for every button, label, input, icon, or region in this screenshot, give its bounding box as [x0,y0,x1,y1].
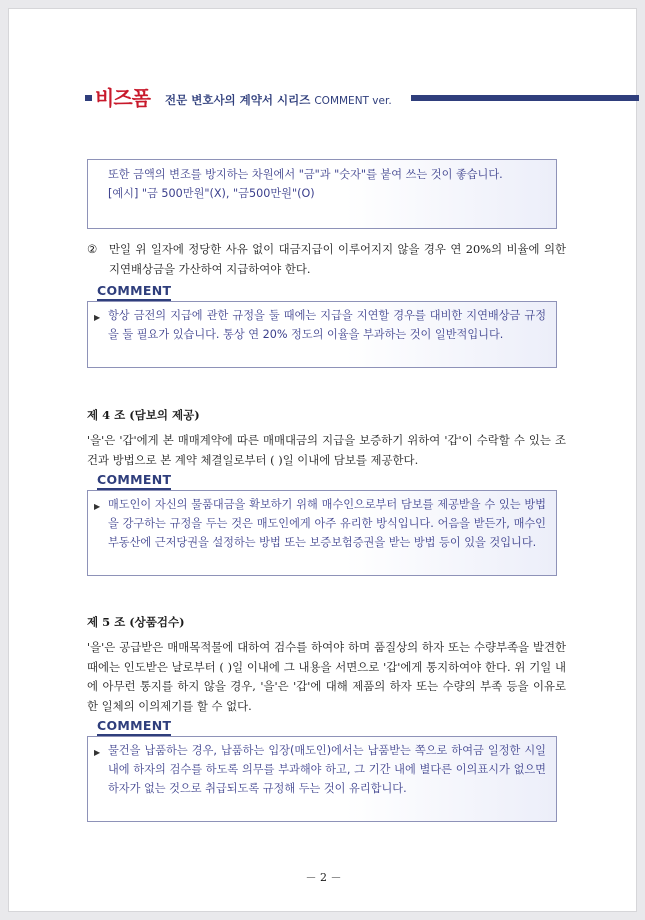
triangle-bullet-icon: ▶ [94,748,101,757]
comment-text-2: 매도인이 자신의 물품대금을 확보하기 위해 매수인으로부터 담보를 제공받을 수 있는 방법을 강구하는 규정을 두는 것은 매도인에게 아주 유리한 방식입니다. 어음을 받든가, 매수인 부동산에 근저당권을 설정하는 방법 또는 보증보험증권을 받는 방법 등이 있을 것입니다. [108,498,546,549]
header-bar-left [85,95,92,101]
clause-2 [87,240,566,280]
triangle-bullet-icon: ▶ [94,502,101,511]
comment-box-2 [87,490,557,576]
comment-label: COMMENT [97,717,171,734]
series-name: 전문 변호사의 계약서 시리즈 [165,93,311,107]
series-title [165,91,392,110]
note-line-1: 또한 금액의 변조를 방지하는 차원에서 "금"과 "숫자"를 붙여 쓰는 것이 좋습니다. [108,168,503,181]
note-line-2: [예시] "금 500만원"(X), "금500만원"(O) [108,187,315,200]
comment-box-1 [87,301,557,368]
series-version: COMMENT ver. [314,95,392,107]
article-4-title: 제 4 조 (담보의 제공) [87,408,200,422]
article-5-title: 제 5 조 (상품검수) [87,615,185,629]
note-box-amount [87,159,557,229]
brand-logo: 비즈폼 [95,86,150,110]
article-4-text: '을'은 '갑'에게 본 매매계약에 따른 매매대금의 지급을 보증하기 위하여 '갑'이 수락할 수 있는 조건과 방법으로 본 계약 체결일로부터 ( )일 이내에 담보를 제공한다. [87,433,566,467]
comment-label: COMMENT [97,471,171,488]
article-5-text: '을'은 공급받은 매매목적물에 대하여 검수를 하여야 하며 품질상의 하자 또는 수량부족을 발견한 때에는 인도받은 날로부터 ( )일 이내에 그 내용을 서면으로 '갑'에게 통지하여야 한다. 위 기일 내에 아무런 통지를 하지 않을 경우, '을'은 '갑'에 대해 제품의 하자 또는 수량의 부족 등을 이유로 한 일체의 이의제기를 할 수 없다. [87,640,566,713]
clause-text: 만일 위 일자에 정당한 사유 없이 대금지급이 이루어지지 않을 경우 연 20%의 비율에 의한 지연배상금을 가산하여 지급하여야 한다. [109,242,566,276]
document-header [9,85,638,117]
triangle-bullet-icon: ▶ [94,313,101,322]
document-page [8,8,637,912]
comment-box-3 [87,736,557,822]
comment-text-3: 물건을 납품하는 경우, 납품하는 입장(매도인)에서는 납품받는 쪽으로 하여금 일정한 시일 내에 하자의 검수를 하도록 의무를 부과해야 하고, 그 기간 내에 별다른 이의표시가 없으면 하자가 없는 것으로 취급되도록 규정해 두는 것이 유리합니다. [108,744,546,795]
comment-text-1: 항상 금전의 지급에 관한 규정을 둘 때에는 지급을 지연할 경우를 대비한 지연배상금 규정을 둘 필요가 있습니다. 통상 연 20% 정도의 이율을 부과하는 것이 일반적입니다. [108,309,546,341]
page-number: － 2 － [305,871,342,884]
clause-number: ② [87,242,98,256]
header-bar-right [411,95,639,101]
comment-label: COMMENT [97,282,171,299]
